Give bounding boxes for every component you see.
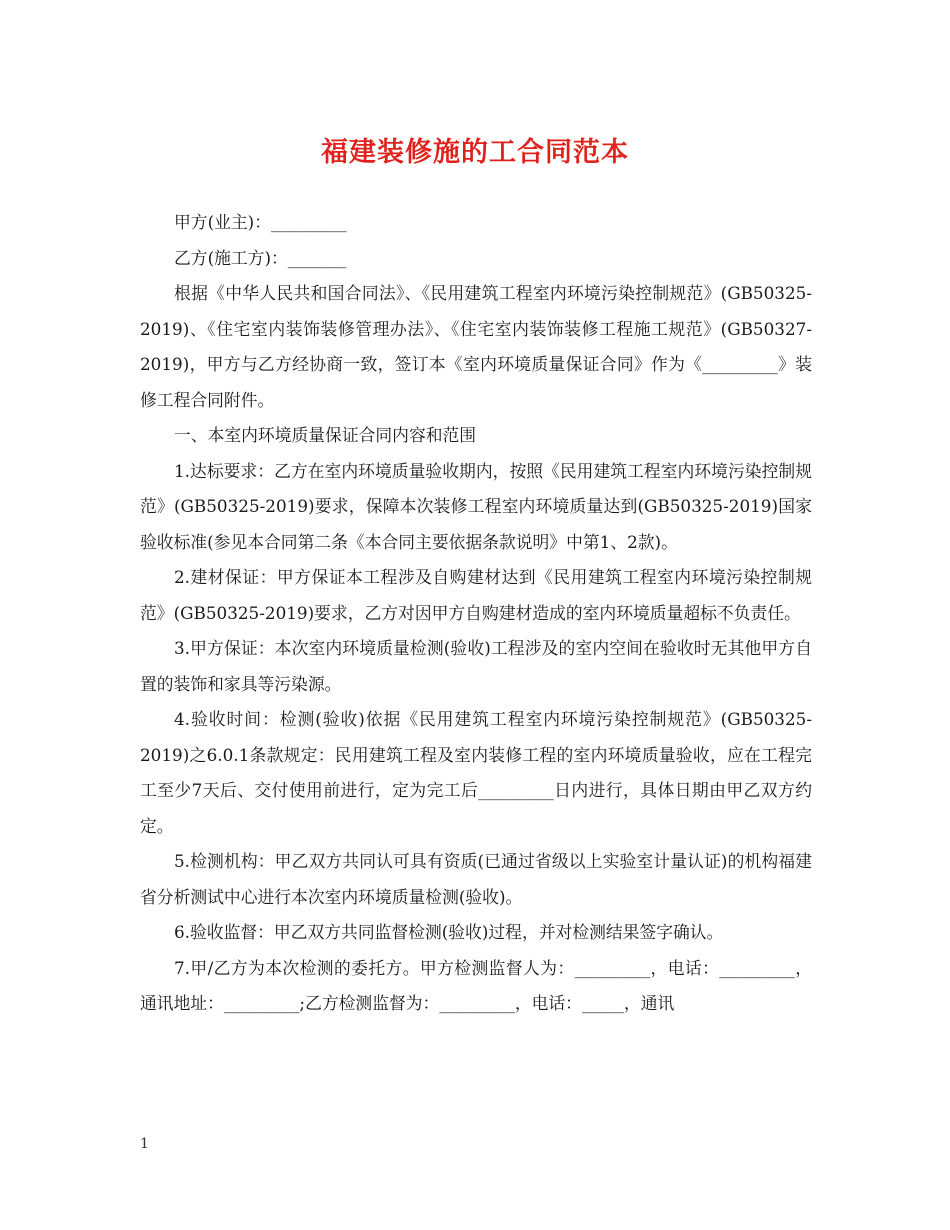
clause-7: 7.甲/乙方为本次检测的委托方。甲方检测监督人为：_________，电话：_________，通讯地址：_________;乙方检测监督为：_________，电话：_____，通讯	[140, 957, 812, 1013]
clause-6: 6.验收监督：甲乙双方共同监督检测(验收)过程，并对检测结果签字确认。	[174, 922, 724, 942]
preamble-paragraph: 根据《中华人民共和国合同法》、《民用建筑工程室内环境污染控制规范》(GB50325-2019)、《住宅室内装饰装修管理办法》、《住宅室内装饰装修工程施工规范》(GB50327-2019)，甲方与乙方经协商一致，签订本《室内环境质量保证合同》作为《_________》装修工程合同附件。	[140, 283, 812, 410]
document-body	[140, 205, 812, 1022]
clause-2: 2.建材保证：甲方保证本工程涉及自购建材达到《民用建筑工程室内环境污染控制规范》(GB50325-2019)要求，乙方对因甲方自购建材造成的室内环境质量超标不负责任。	[140, 567, 812, 623]
page-number: 1	[140, 1136, 149, 1152]
clause-1: 1.达标要求：乙方在室内环境质量验收期内，按照《民用建筑工程室内环境污染控制规范》(GB50325-2019)要求，保障本次装修工程室内环境质量达到(GB50325-2019)国家验收标准(参见本合同第二条《本合同主要依据条款说明》中第1、2款)。	[140, 460, 812, 552]
clause-4: 4.验收时间：检测(验收)依据《民用建筑工程室内环境污染控制规范》(GB50325-2019)之6.0.1条款规定：民用建筑工程及室内装修工程的室内环境质量验收，应在工程完工至少7天后、交付使用前进行，定为完工后_________日内进行，具体日期由甲乙双方约定。	[140, 709, 812, 836]
section-heading: 一、本室内环境质量保证合同内容和范围	[174, 425, 477, 445]
document-title: 福建装修施的工合同范本	[321, 137, 629, 168]
party-b-line: 乙方(施工方)：_______	[174, 247, 347, 268]
clause-3: 3.甲方保证：本次室内环境质量检测(验收)工程涉及的室内空间在验收时无其他甲方自置的装饰和家具等污染源。	[140, 638, 812, 694]
clause-5: 5.检测机构：甲乙双方共同认可具有资质(已通过省级以上实验室计量认证)的机构福建省分析测试中心进行本次室内环境质量检测(验收)。	[140, 851, 812, 907]
party-a-line: 甲方(业主)：_________	[174, 212, 347, 232]
